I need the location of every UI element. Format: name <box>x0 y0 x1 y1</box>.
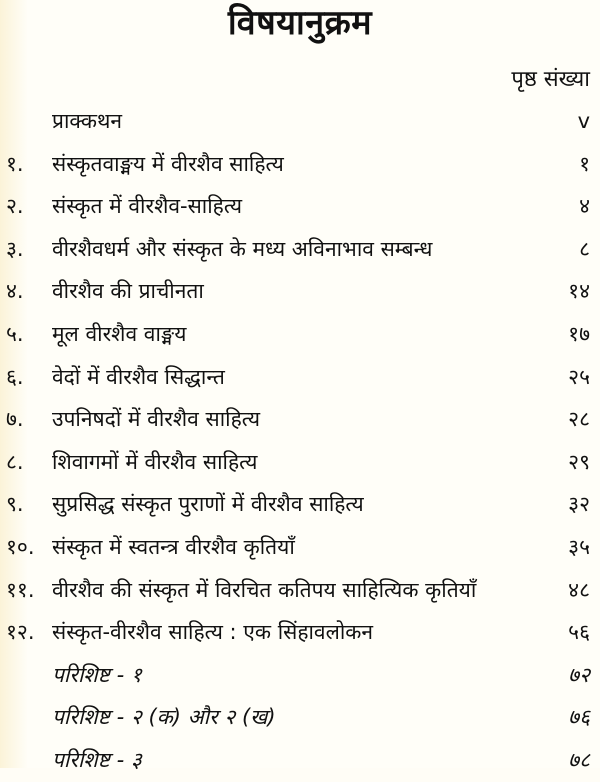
toc-entry-label: संस्कृत में वीरशैव-साहित्य <box>52 194 243 219</box>
toc-entry-label: परिशिष्ट - १ <box>52 662 142 687</box>
toc-entry-page: २९ <box>568 449 590 474</box>
toc-entry-number: २. <box>6 194 24 219</box>
toc-entry-chapter-8 <box>0 441 600 484</box>
toc-entry-label: संस्कृत-वीरशैव साहित्य : एक सिंहावलोकन <box>52 620 374 645</box>
toc-entry-chapter-6 <box>0 356 600 399</box>
toc-entry-chapter-9 <box>0 483 600 526</box>
toc-entry-page: ४८ <box>568 577 590 602</box>
toc-entry-chapter-5 <box>0 313 600 356</box>
toc-entry-label: वीरशैवधर्म और संस्कृत के मध्य अविनाभाव सम्बन्ध <box>52 236 433 261</box>
toc-entry-number: ८. <box>6 449 24 474</box>
toc-entry-label: वीरशैव की संस्कृत में विरचित कतिपय साहित्यिक कृतियाँ <box>52 577 477 602</box>
toc-entry-label: परिशिष्ट - २ (क) और २ (ख) <box>52 705 276 730</box>
toc-entry-number: ९. <box>6 492 24 517</box>
toc-entry-page: ७२ <box>568 662 590 687</box>
table-of-contents <box>0 100 600 782</box>
toc-entry-label: प्राक्कथन <box>52 109 123 133</box>
toc-entry-chapter-12 <box>0 611 600 654</box>
toc-entry-number: १०. <box>6 534 35 559</box>
toc-entry-page: २८ <box>568 407 590 432</box>
toc-entry-label: उपनिषदों में वीरशैव साहित्य <box>52 407 260 432</box>
toc-entry-label: वीरशैव की प्राचीनता <box>52 279 204 304</box>
toc-entry-page: ३५ <box>568 534 590 559</box>
toc-entry-page: ७६ <box>568 705 590 730</box>
toc-entry-page: २५ <box>568 364 590 389</box>
toc-entry-page: १४ <box>568 279 590 304</box>
toc-entry-label: संस्कृतवाङ्मय में वीरशैव साहित्य <box>52 151 284 176</box>
toc-entry-label: सुप्रसिद्ध संस्कृत पुराणों में वीरशैव साहित्य <box>52 492 364 517</box>
toc-entry-label: मूल वीरशैव वाङ्मय <box>52 321 187 346</box>
toc-entry-page: ७८ <box>568 747 590 772</box>
toc-entry-chapter-1 <box>0 143 600 186</box>
toc-entry-number: ६. <box>6 364 24 389</box>
toc-entry-number: ११. <box>6 577 35 602</box>
toc-entry-appendix-1 <box>0 654 600 697</box>
toc-entry-number: ७. <box>6 407 24 432</box>
toc-entry-page: ४ <box>579 194 590 219</box>
toc-entry-label: परिशिष्ट - ३ <box>52 747 142 772</box>
toc-entry-page: ५६ <box>568 620 590 645</box>
toc-entry-number: ३. <box>6 236 24 261</box>
toc-entry-number: १२. <box>6 620 35 645</box>
page-number-column-heading: पृष्ठ संख्या <box>511 67 590 92</box>
toc-entry-chapter-11 <box>0 569 600 612</box>
toc-entry-page: १७ <box>568 321 590 346</box>
toc-entry-page: ८ <box>579 236 590 261</box>
toc-entry-chapter-4 <box>0 270 600 313</box>
toc-entry-chapter-7 <box>0 398 600 441</box>
toc-entry-page: v <box>577 109 590 133</box>
toc-entry-label: वेदों में वीरशैव सिद्धान्त <box>52 364 225 389</box>
toc-entry-number: ५. <box>6 321 24 346</box>
toc-entry-number: १. <box>6 151 24 176</box>
toc-entry-page: १ <box>579 151 590 176</box>
toc-entry-preface <box>0 100 600 143</box>
toc-entry-number: ४. <box>6 279 24 304</box>
page-title: विषयानुक्रम <box>227 3 373 43</box>
toc-entry-chapter-10 <box>0 526 600 569</box>
toc-entry-appendix-3 <box>0 739 600 782</box>
toc-entry-page: ३२ <box>568 492 590 517</box>
toc-entry-chapter-2 <box>0 185 600 228</box>
toc-entry-label: शिवागमों में वीरशैव साहित्य <box>52 449 258 474</box>
toc-entry-appendix-2 <box>0 696 600 739</box>
toc-entry-label: संस्कृत में स्वतन्त्र वीरशैव कृतियाँ <box>52 534 295 559</box>
toc-entry-chapter-3 <box>0 228 600 271</box>
